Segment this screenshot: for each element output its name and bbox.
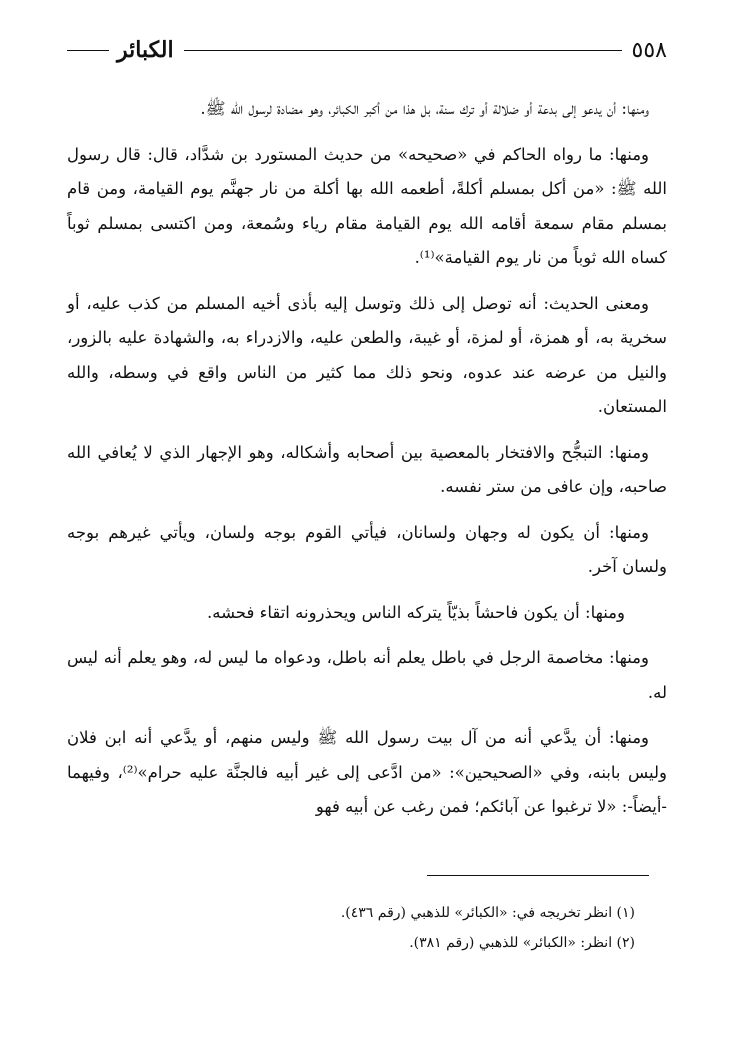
paragraph: ومنها: التبجُّح والافتخار بالمعصية بين أصحابه وأشكاله، وهو الإجهار الذي لا يُعافي الله صاحبه، وإن عافى من ستر نفسه. — [67, 442, 667, 496]
header-rule — [184, 50, 622, 51]
page-number: ٥٥٨ — [631, 37, 667, 63]
running-title: الكبائر — [117, 37, 174, 63]
footnote-1: (١) انظر تخريجه في: «الكبائر» للذهبي (رقم ٤٣٦). — [340, 905, 635, 921]
paragraph: ومنها: أن يكون فاحشاً بذيّاً يتركه الناس ويحذرونه اتقاء فحشه. — [206, 602, 625, 622]
footnote-2: (٢) انظر: «الكبائر» للذهبي (رقم ٣٨١). — [409, 935, 635, 951]
paragraph: ومنها: ما رواه الحاكم في «صحيحه» من حديث المستورد بن شدَّاد، قال: قال رسول الله ﷺ: «من أكل بمسلم أكلةً، أطعمه الله بها أكلة من نار جهنَّم يوم القيامة، ومن قام بمسلم مقام سمعة أقامه الله يوم القيامة مقام رياء وسُمعة، ومن اكتسى بمسلم ثوباً كساه الله ثوباً من نار يوم القيامة»⁽¹⁾. — [67, 144, 667, 267]
paragraph: ومعنى الحديث: أنه توصل إلى ذلك وتوسل إليه بأذى أخيه المسلم من كذب عليه، أو سخرية به، أو همزة، أو لمزة، أو غيبة، والطعن عليه، والازدراء به، والشهادة عليه بالزور، والنيل من عرضه عند عدوه، ونحو ذلك مما كثير من الناس واقع في وسطه، والله المستعان. — [67, 293, 667, 416]
footnote-separator — [427, 875, 649, 876]
paragraph: ومنها: مخاصمة الرجل في باطل يعلم أنه باطل، ودعواه ما ليس له، وهو يعلم أنه ليس له. — [67, 648, 667, 702]
paragraph: ومنها: أن يدعو إلى بدعة أو ضلالة أو ترك سنة، بل هذا من أكبر الكبائر، وهو مضادة لرسول الله ﷺ. — [200, 99, 649, 118]
paragraph: ومنها: أن يكون له وجهان ولسانان، فيأتي القوم بوجه ولسان، ويأتي غيرهم بوجه ولسان آخر. — [67, 522, 667, 576]
header-rule-end — [67, 50, 109, 51]
body-text — [67, 92, 667, 836]
page-header — [67, 30, 667, 70]
footnotes — [75, 898, 635, 958]
paragraph: ومنها: أن يدَّعي أنه من آل بيت رسول الله ﷺ وليس منهم، أو يدَّعي أنه ابن فلان وليس بابنه، وفي «الصحيحين»: «من ادَّعى إلى غير أبيه فالجنَّة عليه حرام»⁽²⁾، وفيهما -أيضاً-: «لا ترغبوا عن آبائكم؛ فمن رغب عن أبيه فهو — [67, 728, 667, 816]
